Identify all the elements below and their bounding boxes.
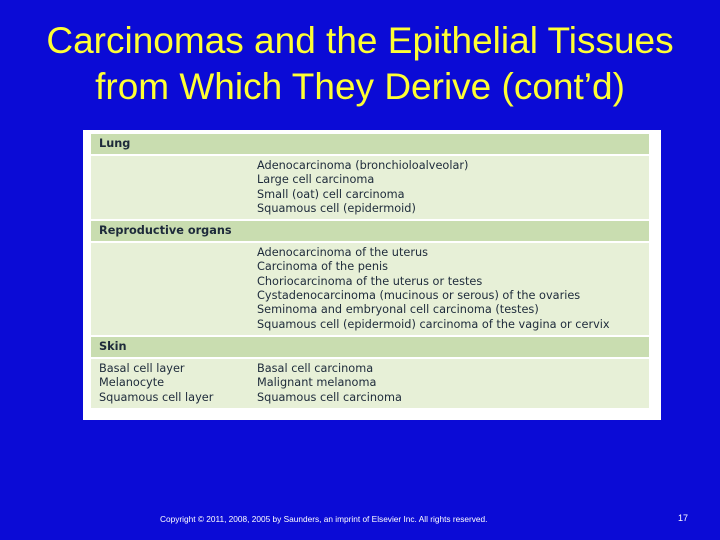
table-cell: Squamous cell carcinoma — [257, 390, 402, 404]
carcinoma-column — [257, 159, 649, 216]
table-cell: Malignant melanoma — [257, 376, 377, 390]
table-cell: Melanocyte — [99, 376, 165, 390]
carcinoma-table — [83, 130, 661, 420]
title-line-2: from Which They Derive (cont’d) — [95, 66, 625, 107]
table-cell: Small (oat) cell carcinoma — [257, 187, 405, 201]
section-body-reproductive-organs — [91, 243, 649, 335]
tissue-column — [91, 362, 257, 405]
table-cell: Adenocarcinoma (bronchioloalveolar) — [257, 159, 469, 172]
table-cell: Basal cell carcinoma — [257, 361, 374, 375]
tissue-column — [91, 159, 257, 216]
section-body-skin — [91, 359, 649, 408]
section-header-reproductive-organs: Reproductive organs — [91, 221, 649, 241]
title-line-1: Carcinomas and the Epithelial Tissues — [46, 20, 674, 61]
table-cell: Squamous cell (epidermoid) — [257, 201, 416, 215]
carcinoma-column — [257, 246, 649, 332]
table-cell: Adenocarcinoma of the uterus — [257, 246, 429, 260]
table-cell: Carcinoma of the penis — [257, 260, 389, 274]
table-cell: Choriocarcinoma of the uterus or testes — [257, 274, 483, 288]
table-cell: Squamous cell layer — [99, 390, 214, 404]
table-cell: Basal cell layer — [99, 361, 185, 375]
page-number: 17 — [678, 513, 689, 523]
section-header-lung: Lung — [91, 134, 649, 154]
table-cell: Large cell carcinoma — [257, 173, 375, 187]
section-header-skin: Skin — [91, 337, 649, 357]
section-body-lung — [91, 156, 649, 219]
slide-title — [0, 18, 720, 110]
table-cell: Cystadenocarcinoma (mucinous or serous) of the ovaries — [257, 289, 581, 303]
copyright-footer: Copyright © 2011, 2008, 2005 by Saunders, an imprint of Elsevier Inc. All rights reserved. — [160, 514, 488, 524]
table-cell: Seminoma and embryonal cell carcinoma (testes) — [257, 303, 539, 317]
carcinoma-column — [257, 362, 649, 405]
table-cell: Squamous cell (epidermoid) carcinoma of the vagina or cervix — [257, 317, 610, 331]
tissue-column — [91, 246, 257, 332]
